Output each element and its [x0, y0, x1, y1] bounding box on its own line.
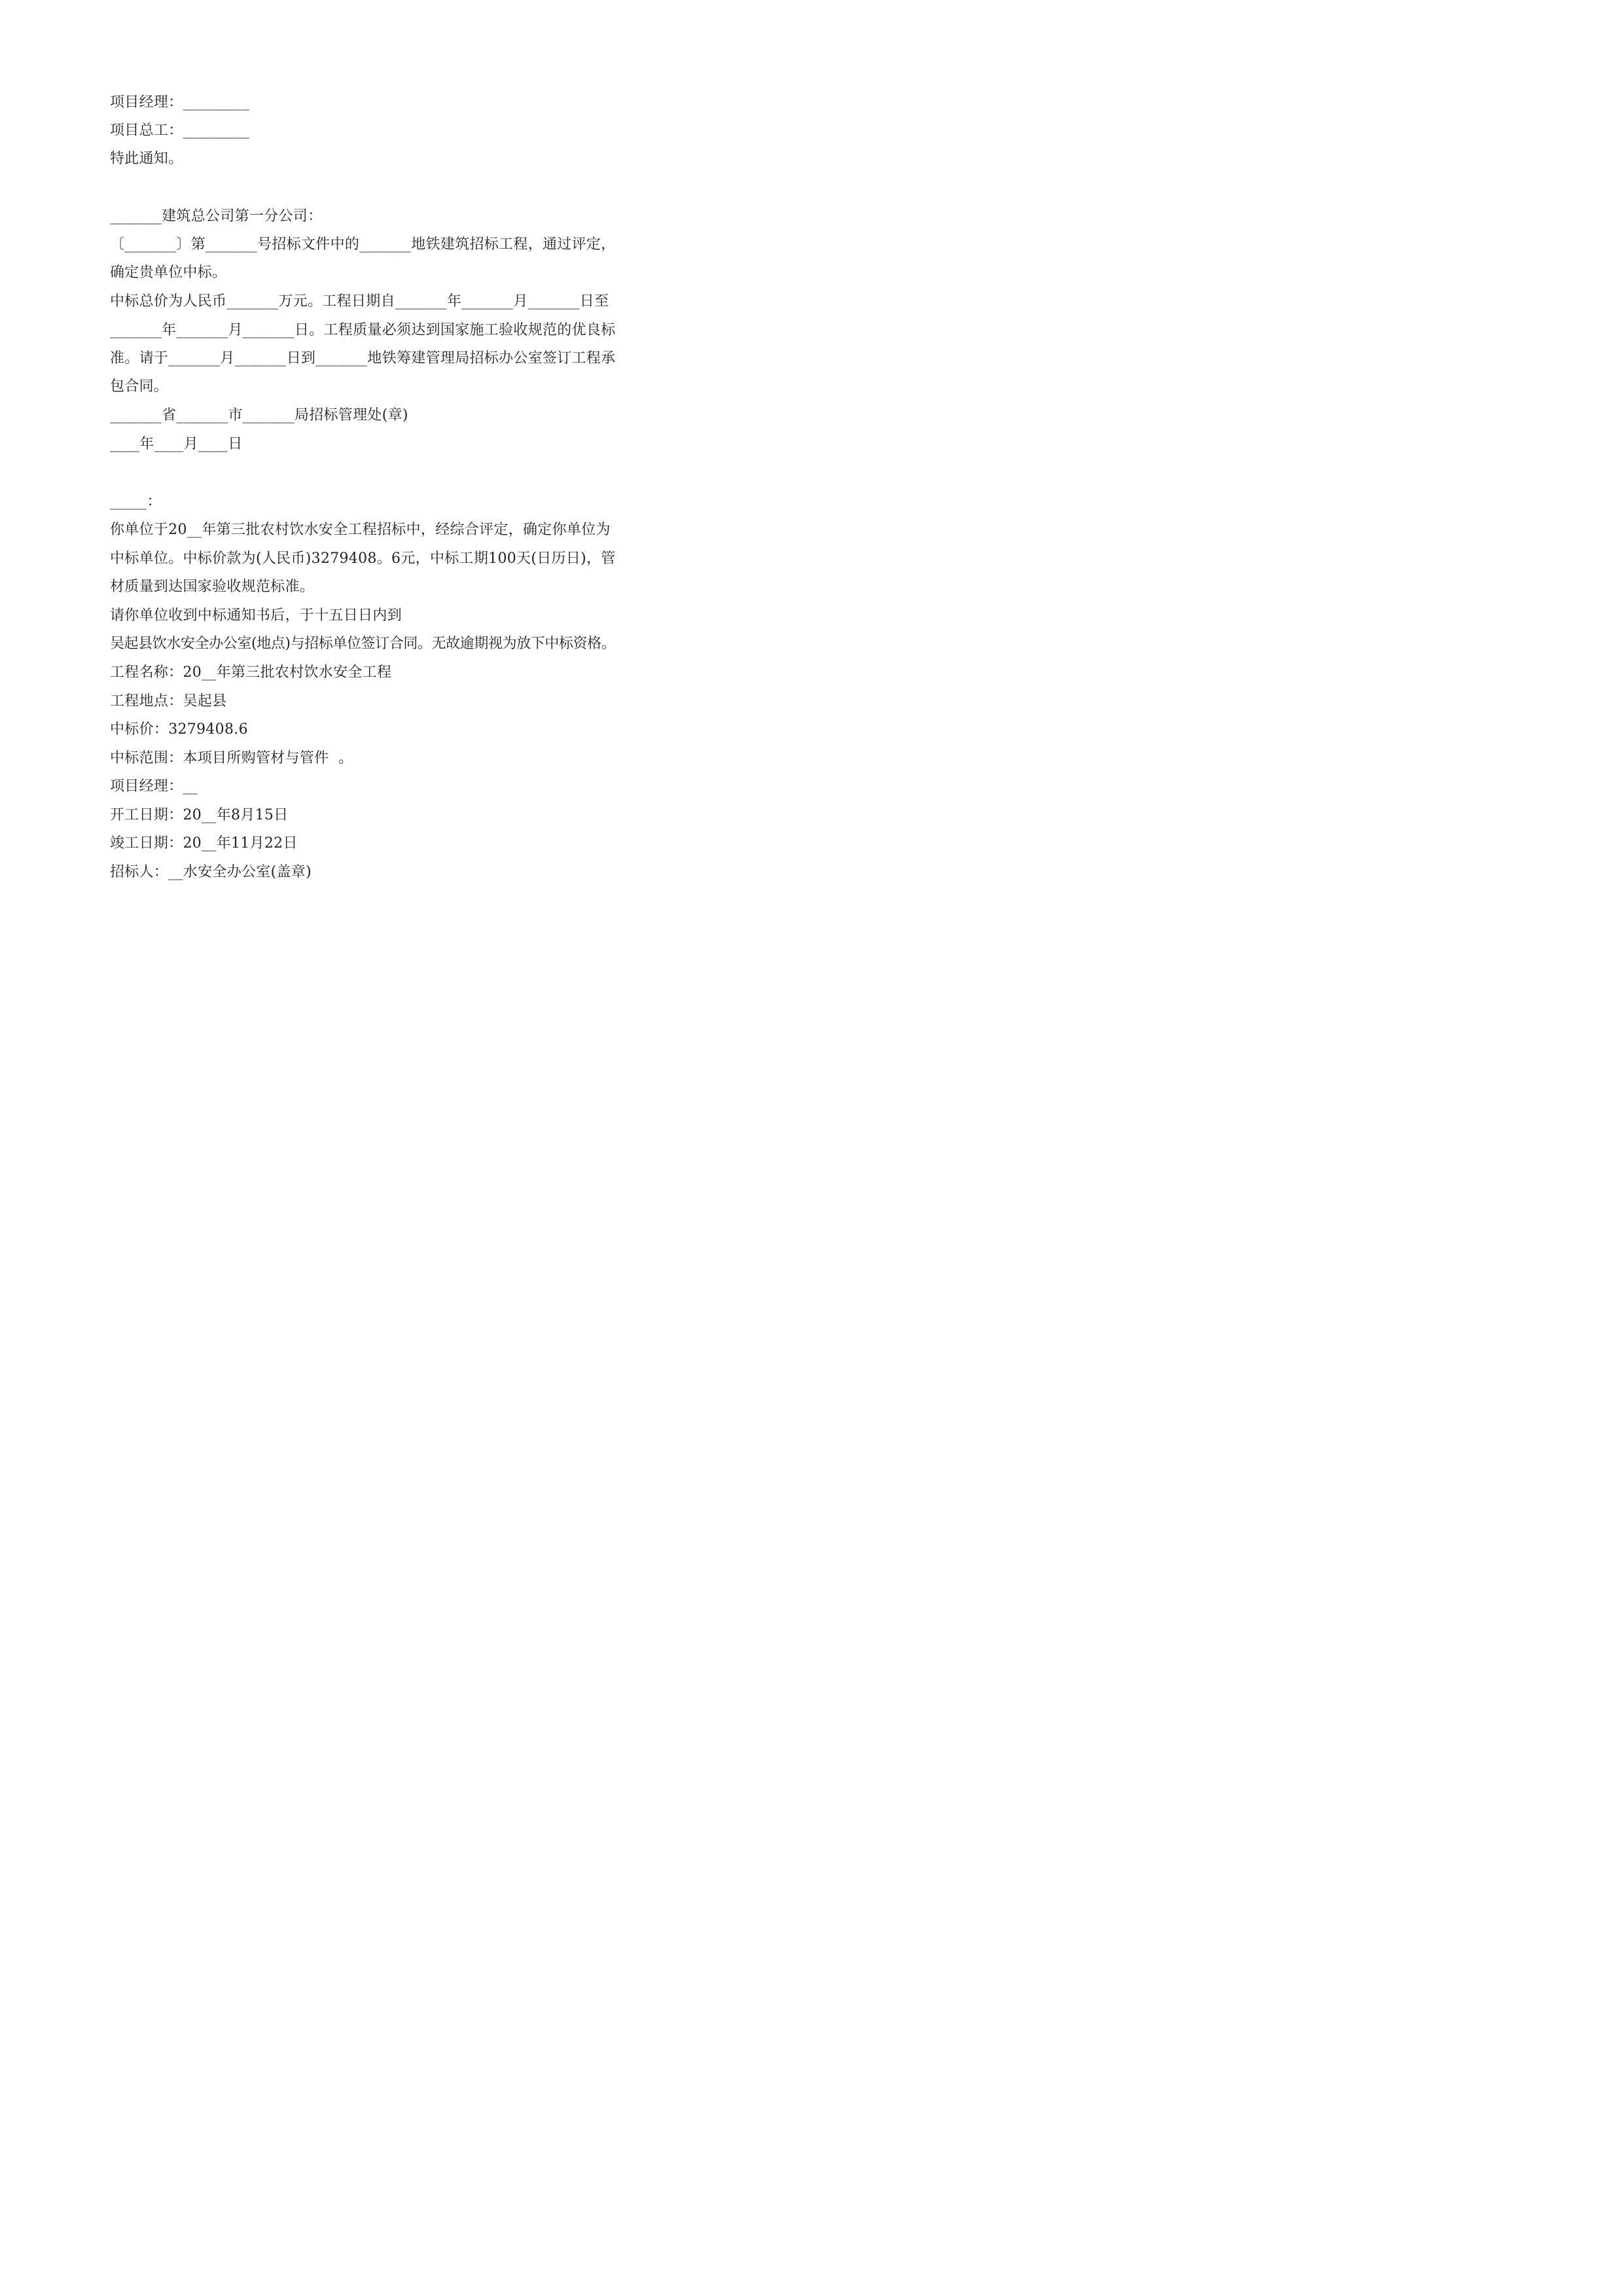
paragraph-line: 请你单位收到中标通知书后，于十五日日内到 — [110, 607, 402, 624]
paragraph-line: _______年_______月_______日。工程质量必须达到国家施工验收规范的优良标 — [110, 322, 616, 338]
paragraph-line: 准。请于_______月_______日到_______地铁筹建管理局招标办公室签订工程承 — [110, 350, 616, 367]
paragraph-line: 中标单位。中标价款为(人民币)3279408。6元，中标工期100天(日历日)，管 — [110, 550, 616, 567]
paragraph-line: 中标总价为人民币_______万元。工程日期自_______年_______月_______日至 — [110, 293, 609, 310]
addressee-line: _______建筑总公司第一分公司： — [110, 208, 323, 224]
addressee-line: _____： — [110, 493, 162, 510]
project-manager-line: 项目经理：_________ — [110, 94, 250, 111]
paragraph-line: 吴起县饮水安全办公室(地点)与招标单位签订合同。无故逾期视为放下中标资格。 — [110, 636, 616, 652]
completion-date-field: 竣工日期：20__年11月22日 — [110, 835, 298, 852]
winning-price-field: 中标价：3279408.6 — [110, 721, 248, 738]
date-line: ____年____月____日 — [110, 436, 243, 452]
paragraph-line: 确定贵单位中标。 — [110, 264, 227, 281]
project-location-field: 工程地点：吴起县 — [110, 693, 227, 709]
signature-line: _______省_______市_______局招标管理处(章) — [110, 407, 408, 423]
paragraph-line: 包合同。 — [110, 378, 169, 395]
paragraph-line: 你单位于20__年第三批农村饮水安全工程招标中，经综合评定，确定你单位为 — [110, 522, 611, 538]
paragraph-line: 〔_______〕第_______号招标文件中的_______地铁建筑招标工程，通过评定， — [110, 236, 616, 253]
start-date-field: 开工日期：20__年8月15日 — [110, 807, 289, 823]
document-page — [0, 0, 725, 1026]
project-name-field: 工程名称：20__年第三批农村饮水安全工程 — [110, 664, 392, 681]
chief-engineer-line: 项目总工：_________ — [110, 122, 250, 139]
tenderer-field: 招标人：__水安全办公室(盖章) — [110, 864, 312, 880]
notice-line: 特此通知。 — [110, 151, 183, 167]
paragraph-line: 材质量到达国家验收规范标准。 — [110, 579, 315, 595]
project-manager-field: 项目经理：__ — [110, 778, 198, 795]
winning-scope-field: 中标范围：本项目所购管材与管件 。 — [110, 750, 353, 766]
